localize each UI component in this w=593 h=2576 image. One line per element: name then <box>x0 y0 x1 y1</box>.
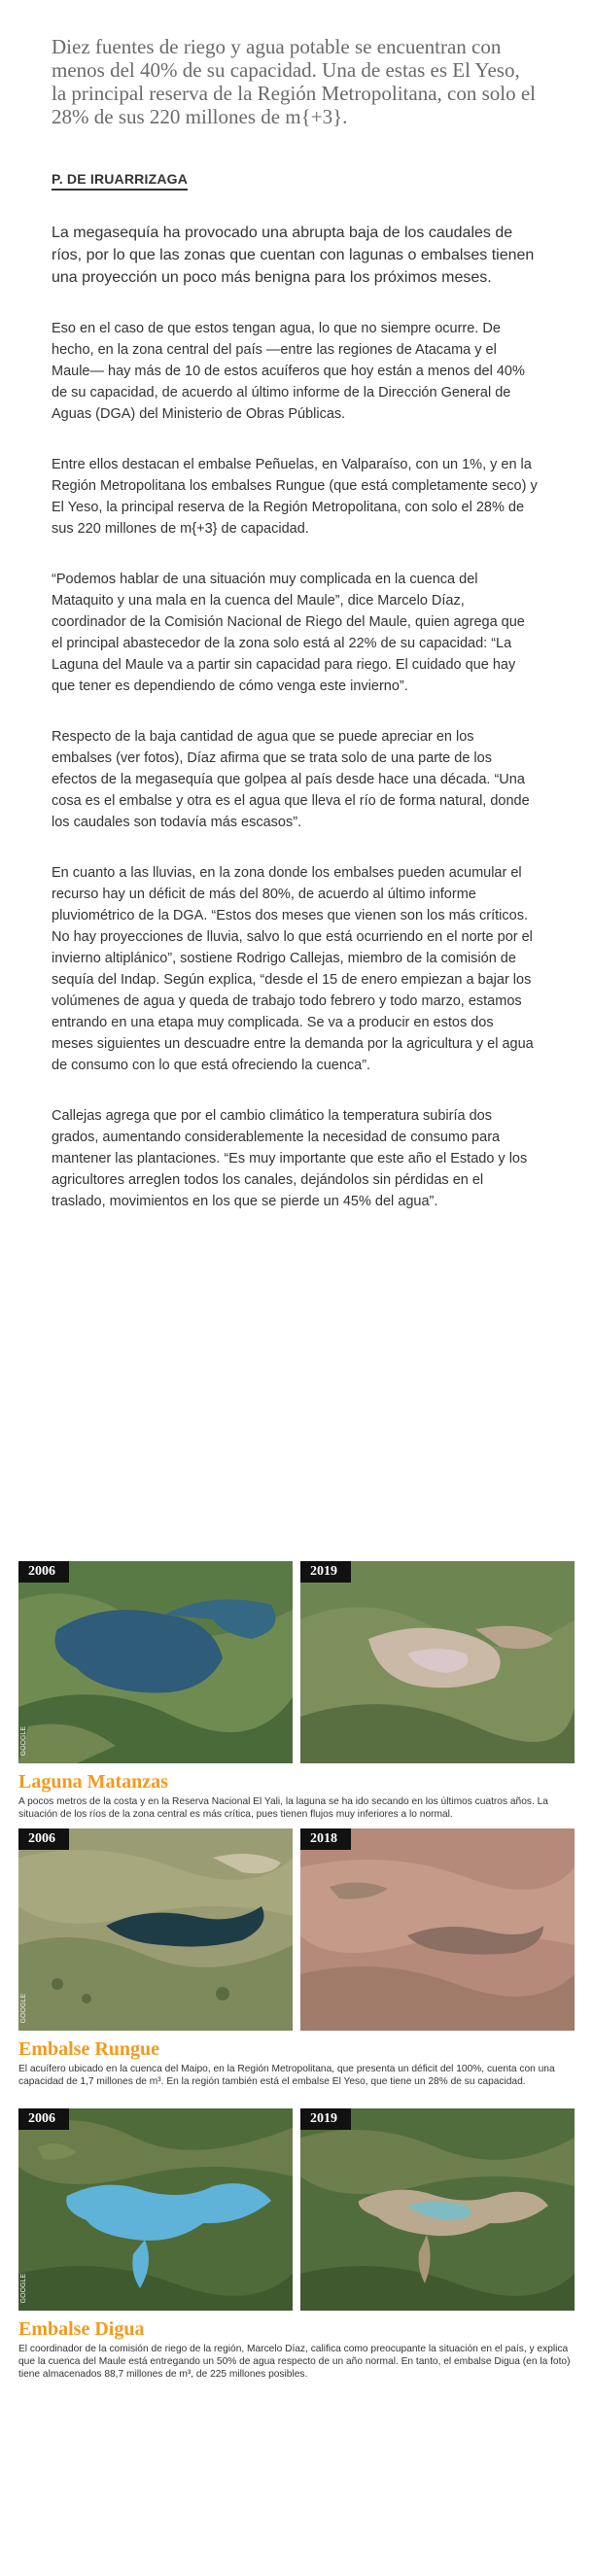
photo-credit: GOOGLE <box>20 1725 27 1756</box>
paragraph: Respecto de la baja cantidad de agua que se puede apreciar en los embalses (ver fotos), Díaz afirma que se trata solo de una parte de los efectos de la megasequía que golpea al país desde hace una década. “Una cosa es el embalse y otra es el agua que lleva el río de forma natural, donde los caudales son todavía más escasos”. <box>52 729 530 830</box>
location-caption: El coordinador de la comisión de riego de la región, Marcelo Díaz, califica como preocupante la situación en el país, y explica que la cuenca del Maule está entregando un 50% de agua respecto de un año normal. En tanto, el embalse Digua (en la foto) tiene almacenados 88,7 millones de m³, de 225 millones posibles. <box>18 2344 571 2380</box>
paragraph: Entre ellos destacan el embalse Peñuelas, en Valparaíso, con un 1%, y en la Región Metropolitana los embalses Rungue (que está completamente seco) y El Yeso, la principal reserva de la Región Metropolitana, con solo el 28% de sus 220 millones de m{+3} de capacidad. <box>52 457 538 537</box>
location-title: Laguna Matanzas <box>18 1771 168 1793</box>
photo-credit: GOOGLE <box>20 2273 27 2303</box>
satellite-photo-after[interactable] <box>300 1561 575 1763</box>
year-label-after: 2019 <box>300 1561 351 1583</box>
year-label-before: 2006 <box>18 2108 69 2130</box>
article-lead: Diez fuentes de riego y agua potable se encuentran con menos del 40% de su capacidad. Una de estas es El Yeso, la principal reserva de la Región Metropolitana, con solo el 28% de sus 220 millones de m{+3}. <box>52 35 537 128</box>
paragraph: Eso en el caso de que estos tengan agua, lo que no siempre ocurre. De hecho, en la zona central del país —entre las regiones de Atacama y el Maule— hay más de 10 de estos acuíferos que hoy están a menos del 40% de su capacidad, de acuerdo al último informe de la Dirección General de Aguas (DGA) del Ministerio de Obras Públicas. <box>52 321 525 422</box>
year-label-after: 2019 <box>300 2108 351 2130</box>
year-label-after: 2018 <box>300 1828 351 1850</box>
location-title: Embalse Rungue <box>18 2038 160 2060</box>
author-byline[interactable]: P. DE IRUARRIZAGA <box>52 171 188 191</box>
article-intro: La megasequía ha provocado una abrupta baja de los caudales de ríos, por lo que las zonas que cuentan con lagunas o embalses tienen una proyección un poco más benigna para los próximos meses. <box>52 225 535 286</box>
satellite-photo-before[interactable] <box>18 1561 293 1763</box>
photo-credit: GOOGLE <box>20 1993 27 2023</box>
paragraph: Callejas agrega que por el cambio climático la temperatura subiría dos grados, aumentando considerablemente la necesidad de consumo para mantener las plantaciones. “Es muy importante que este año el Estado y los agricultores arreglen todos los canales, dejándolos sin pérdidas en el traslado, movimientos en los que se pierde un 45% del agua”. <box>52 1108 528 1209</box>
year-label-before: 2006 <box>18 1828 69 1850</box>
photo-pair <box>18 2108 578 2311</box>
gallery-item-laguna-matanzas <box>18 1561 578 1821</box>
satellite-photo-before[interactable] <box>18 1828 293 2031</box>
location-caption: El acuífero ubicado en la cuenca del Maipo, en la Región Metropolitana, que presenta un déficit del 100%, cuenta con una capacidad de 1,7 millones de m³. En la región también está el embalse El Yeso, que tiene un 28% de su capacidad. <box>18 2064 555 2087</box>
satellite-photo-after[interactable] <box>300 2108 575 2311</box>
paragraph: “Podemos hablar de una situación muy complicada en la cuenca del Mataquito y una mala en la cuenca del Maule”, dice Marcelo Díaz, coordinador de la Comisión Nacional de Riego del Maule, quien agrega que el principal abastecedor de la zona solo está al 22% de su capacidad: “La Laguna del Maule va a partir sin capacidad para riego. El cuidado que hay que tener es dependiendo de cómo venga este invierno”. <box>52 572 525 694</box>
year-label-before: 2006 <box>18 1561 69 1583</box>
location-title: Embalse Digua <box>18 2318 145 2340</box>
photo-pair <box>18 1561 578 1763</box>
article <box>52 0 538 1212</box>
location-caption: A pocos metros de la costa y en la Reserva Nacional El Yali, la laguna se ha ido secando en los últimos cuatros años. La situación de los ríos de la zona central es más crítica, pues tienen flujos muy inferiores a lo normal. <box>18 1796 548 1820</box>
paragraph: En cuanto a las lluvias, en la zona donde los embalses pueden acumular el recurso hay un déficit de más del 80%, de acuerdo al último informe pluviométrico de la DGA. “Estos dos meses que vienen son los más críticos. No hay proyecciones de lluvia, salvo lo que está ocurriendo en el norte por el invierno altiplánico”, sostiene Rodrigo Callejas, miembro de la comisión de sequía del Indap. Según explica, “desde el 15 de enero empiezan a bajar los volúmenes de agua y queda de trabajo todo febrero y todo marzo, estamos entrando en una etapa muy complicada. Se va a producir en estos dos meses siguientes un descuadre entre la demanda por la agricultura y el agua de consumo con lo que está ofreciendo la cuenca”. <box>52 865 534 1073</box>
gallery-item-embalse-rungue <box>18 1828 578 2088</box>
satellite-photo-before[interactable] <box>18 2108 293 2311</box>
photo-pair <box>18 1828 578 2031</box>
byline-wrap <box>52 171 538 191</box>
satellite-photo-after[interactable] <box>300 1828 575 2031</box>
gallery-item-embalse-digua <box>18 2108 578 2381</box>
